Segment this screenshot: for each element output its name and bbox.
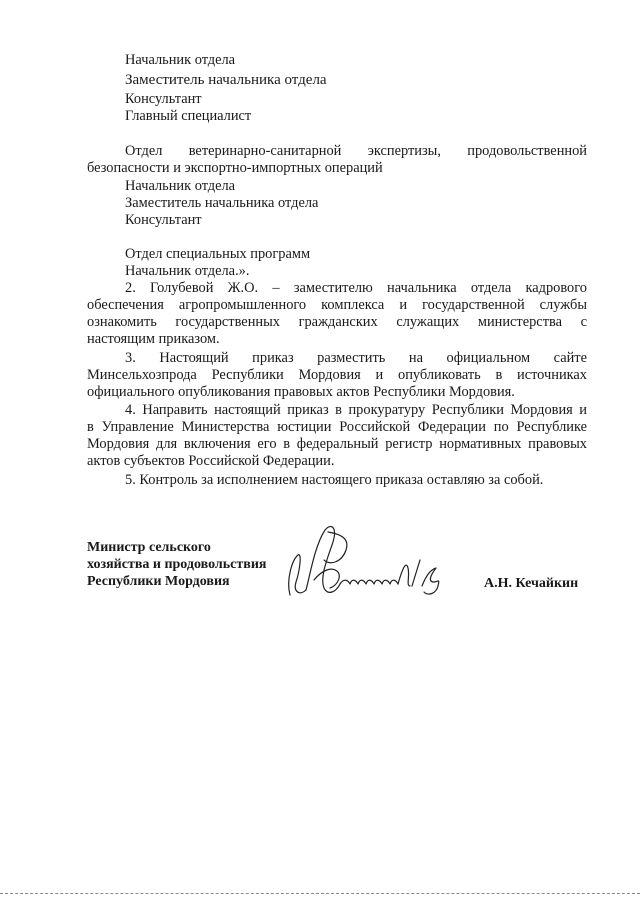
department-special-head: Начальник отдела.».: [125, 263, 250, 279]
paragraph-4-line: в Управление Министерства юстиции Российской Федерации по Республике: [87, 419, 587, 435]
page-edge-divider: [0, 893, 640, 894]
paragraph-3: [87, 350, 587, 401]
signatory-title-line1: Министр сельского: [87, 540, 211, 555]
paragraph-4-line: 4. Направить настоящий приказ в прокуратуру Республики Мордовия и: [125, 402, 587, 418]
department-special-title: Отдел специальных программ: [125, 246, 311, 262]
position-consultant: Консультант: [125, 91, 202, 107]
department-vet-deputy: Заместитель начальника отдела: [125, 195, 319, 211]
signatory-name: А.Н. Кечайкин: [484, 576, 579, 591]
paragraph-3-line: 3. Настоящий приказ разместить на официальном сайте: [125, 350, 587, 366]
department-vet-line2: безопасности и экспортно-импортных операций: [87, 160, 383, 176]
department-vet-line1: Отдел ветеринарно-санитарной экспертизы, продовольственной: [125, 143, 587, 159]
department-vet-consultant: Консультант: [125, 212, 202, 228]
paragraph-3-line: Минсельхозпрода Республики Мордовия и опубликовать в источниках: [87, 367, 587, 383]
paragraph-4-line: актов субъектов Российской Федерации.: [87, 453, 335, 469]
paragraph-2-line: обеспечения агропромышленного комплекса и государственной службы: [87, 297, 587, 313]
paragraph-4: [87, 402, 587, 470]
paragraph-5: 5. Контроль за исполнением настоящего приказа оставляю за собой.: [125, 472, 544, 488]
paragraph-2: [87, 280, 587, 348]
position-deputy: Заместитель начальника отдела: [125, 72, 327, 88]
department-vet-head: Начальник отдела: [125, 178, 236, 194]
signatory-title: [87, 539, 266, 590]
paragraph-2-line: ознакомить государственных гражданских служащих министерства с: [87, 314, 587, 330]
position-chief-specialist: Главный специалист: [125, 108, 252, 124]
position-head: Начальник отдела: [125, 52, 236, 68]
signatory-title-line3: Республики Мордовия: [87, 574, 230, 589]
paragraph-3-line: официального опубликования правовых актов Республики Мордовия.: [87, 384, 515, 400]
department-vet-title: [87, 143, 587, 177]
paragraph-4-line: Мордовия для включения его в федеральный регистр нормативных правовых: [87, 436, 587, 452]
signatory-title-line2: хозяйства и продовольствия: [87, 557, 267, 572]
paragraph-2-line: настоящим приказом.: [87, 331, 220, 347]
paragraph-2-line: 2. Голубевой Ж.О. – заместителю начальника отдела кадрового: [125, 280, 587, 296]
handwritten-signature: [280, 520, 450, 610]
